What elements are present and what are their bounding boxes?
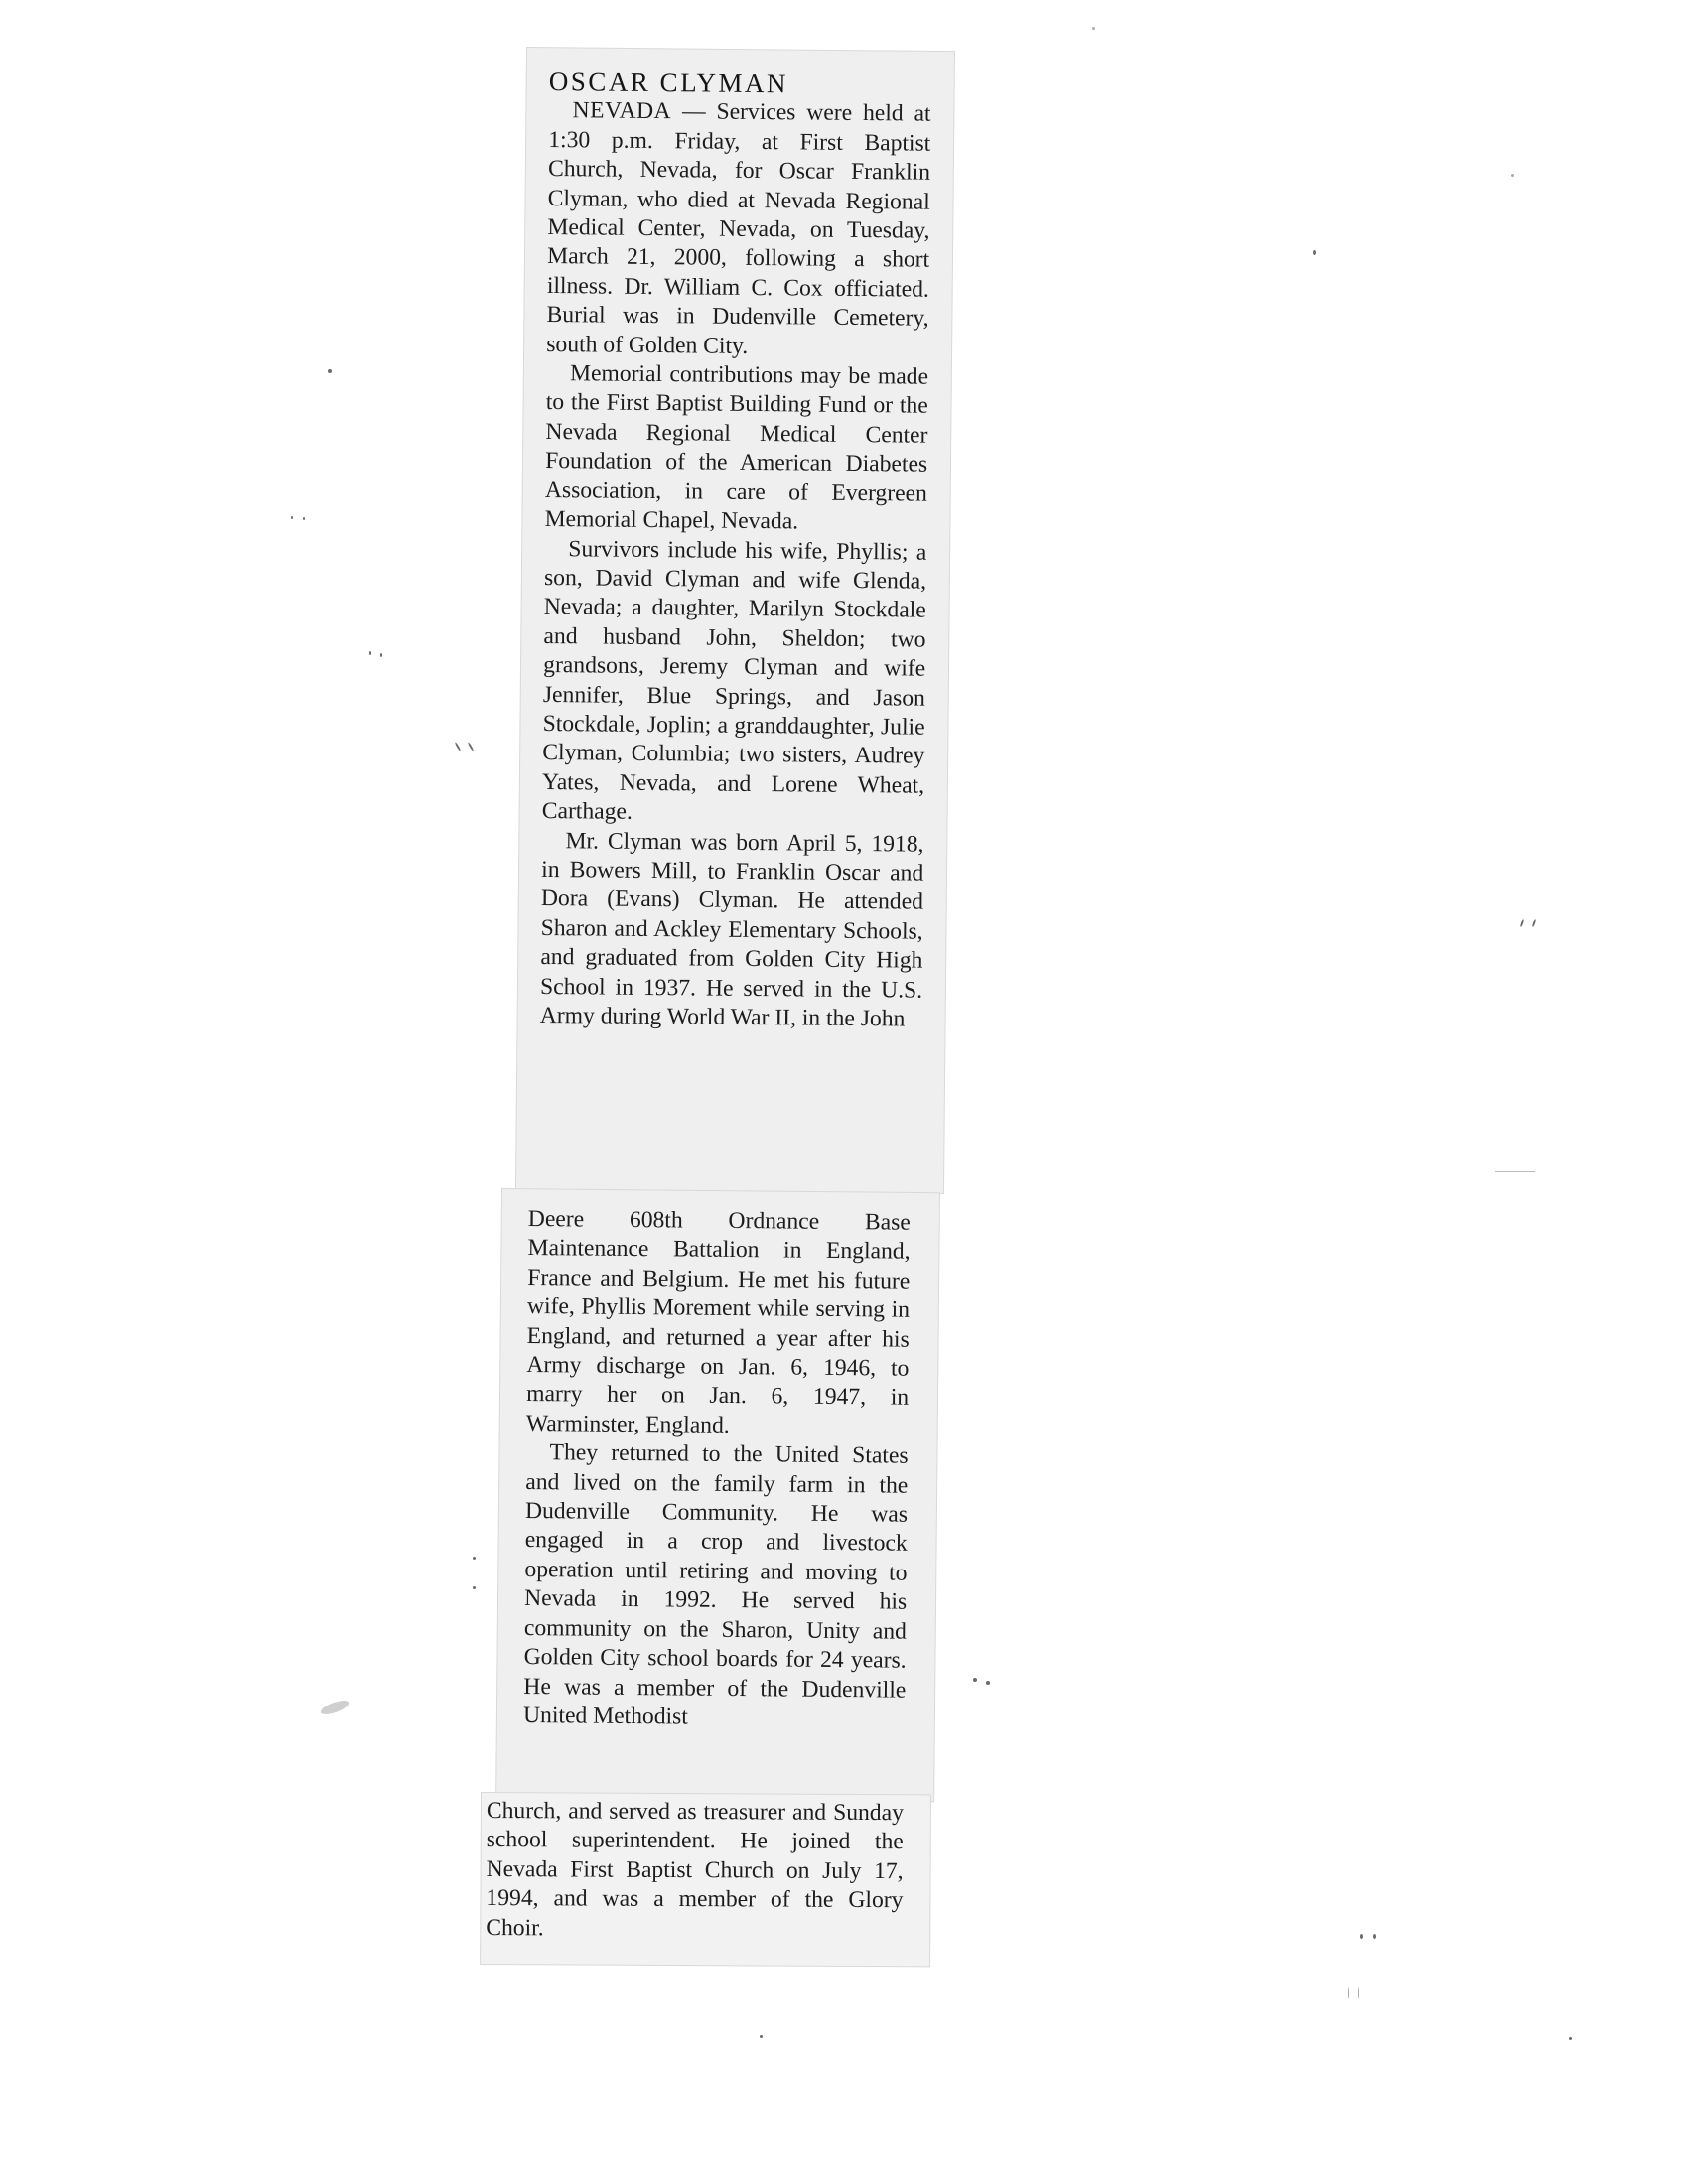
- scan-speck: [1092, 27, 1095, 30]
- obituary-paragraph: Memorial contributions may be made to the First Baptist Building Fund or the Nevada Regional Medical Center Foundation of the American Diabetes Association, in care of Evergreen Memorial Chapel, Nevada.: [544, 360, 929, 535]
- scan-speck: [1532, 919, 1537, 927]
- scan-speck: [1313, 250, 1316, 255]
- dateline: NEVADA: [572, 97, 672, 125]
- scan-speck: [986, 1681, 990, 1685]
- obituary-paragraph: They returned to the United States and lived on the family farm in the Dudenville Community. He was engaged in a crop and livestock operation until retiring and moving to Nevada in 1992. He served his community on the Sharon, Unity and Golden City school boards for 24 years. He was a member of the Dudenville United Methodist: [522, 1439, 909, 1730]
- scan-speck: [473, 1557, 476, 1560]
- scan-speck: [455, 742, 462, 751]
- scan-speck: [1569, 2037, 1572, 2040]
- scan-speck: [369, 651, 371, 655]
- scan-speck: [1360, 1934, 1363, 1939]
- obituary-column-bottom: [486, 1797, 904, 1945]
- scan-speck: [380, 653, 382, 657]
- obituary-headline: OSCAR CLYMAN: [548, 67, 789, 99]
- obituary-paragraph: Mr. Clyman was born April 5, 1918, in Bowers Mill, to Franklin Oscar and Dora (Evans) Clyman. He attended Sharon and Ackley Elementary Schools, and graduated from Golden City High School in 1937. He served in the U.S. Army during World War II, in the John: [539, 827, 924, 1032]
- obituary-column-top: [540, 68, 931, 1034]
- scan-speck: [973, 1678, 977, 1682]
- scan-speck: [1348, 1987, 1349, 1999]
- scan-speck: [468, 742, 475, 751]
- scan-speck: [1373, 1934, 1376, 1939]
- scan-speck: [291, 516, 293, 519]
- scan-speck: [1358, 1987, 1359, 1999]
- scan-speck: [760, 2035, 763, 2038]
- obituary-column-middle: [523, 1205, 911, 1734]
- scan-speck: [319, 1698, 351, 1717]
- scan-speck: [303, 517, 305, 520]
- scan-speck: [328, 369, 332, 373]
- obituary-paragraph: Survivors include his wife, Phyllis; a son, David Clyman and wife Glenda, Nevada; a daughter, Marilyn Stockdale and husband John, Sheldon; two grandsons, Jeremy Clyman and wife Jennifer, Blue Springs, and Jason Stockdale, Joplin; a granddaughter, Julie Clyman, Columbia; two sisters, Audrey Yates, Nevada, and Lorene Wheat, Carthage.: [541, 535, 927, 825]
- paragraph-text: — Services were held at 1:30 p.m. Friday, at First Baptist Church, Nevada, for Oscar Franklin Clyman, who died at Nevada Regional Medical Center, Nevada, on Tuesday, March 21, 2000, following a short illness. Dr. William C. Cox officiated. Burial was in Dudenville Cemetery, south of Golden City.: [546, 98, 931, 359]
- scan-speck: [473, 1586, 476, 1589]
- obituary-paragraph: [546, 96, 931, 362]
- scan-speck: [1495, 1171, 1535, 1172]
- scan-speck: [1520, 919, 1525, 927]
- obituary-paragraph: Church, and served as treasurer and Sunday school superintendent. He joined the Nevada First Baptist Church on July 17, 1994, and was a member of the Glory Choir.: [486, 1798, 904, 1941]
- scan-speck: [1511, 174, 1514, 177]
- obituary-paragraph: Deere 608th Ordnance Base Maintenance Battalion in England, France and Belgium. He met his future wife, Phyllis Morement while serving in England, and returned a year after his Army discharge on Jan. 6, 1946, to marry her on Jan. 6, 1947, in Warminster, England.: [525, 1206, 911, 1438]
